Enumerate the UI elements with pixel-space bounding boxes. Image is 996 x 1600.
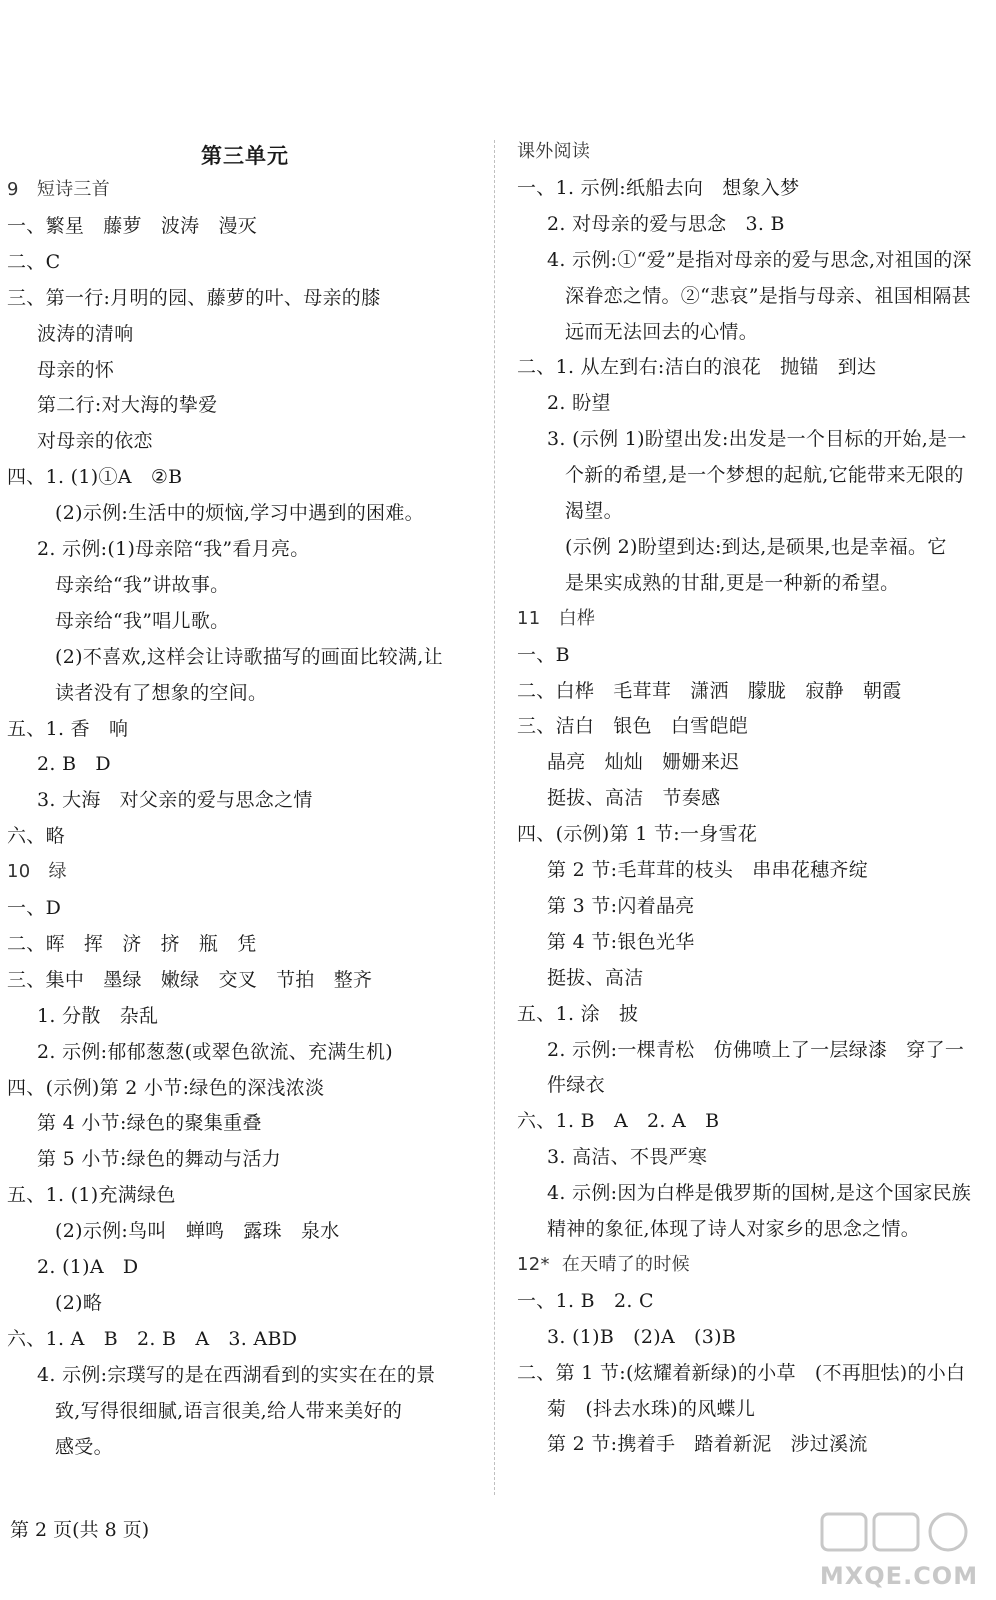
svg-text:MXQE.COM: MXQE.COM (819, 1562, 979, 1590)
answer-line: 一、1. 示例:纸船去向 想象入梦 (517, 176, 800, 199)
answer-line: 二、第 1 节:(炫耀着新绿)的小草 (不再胆怯)的小白 (517, 1361, 966, 1384)
answer-line: 第 2 节:携着手 踏着新泥 涉过溪流 (547, 1433, 868, 1456)
answer-line: 四、(示例)第 2 小节:绿色的深浅浓淡 (7, 1076, 325, 1099)
answer-line: 致,写得很细腻,语言很美,给人带来美好的 (55, 1399, 403, 1422)
answer-line: 感受。 (55, 1435, 113, 1458)
unit-title: 第三单元 (201, 144, 289, 168)
section-heading: 12* 在天晴了的时候 (517, 1253, 690, 1275)
answer-line: 菊 (抖去水珠)的风蝶儿 (547, 1397, 756, 1420)
section-heading: 课外阅读 (517, 141, 591, 162)
answer-line: 一、繁星 藤萝 波涛 漫灭 (7, 214, 258, 237)
answer-line: 2. 示例:郁郁葱葱(或翠色欲流、充满生机) (37, 1040, 393, 1063)
answer-line: 第二行:对大海的挚爱 (37, 394, 218, 417)
answer-line: 二、C (7, 250, 61, 273)
answer-line: 二、白桦 毛茸茸 潇洒 朦胧 寂静 朝霞 (517, 679, 902, 702)
answer-line: 对母亲的依恋 (37, 430, 153, 453)
answer-line: (2)不喜欢,这样会让诗歌描写的画面比较满,让 (55, 645, 443, 668)
answer-line: 波涛的清响 (37, 322, 134, 345)
answer-line: 四、(示例)第 1 节:一身雪花 (517, 823, 758, 846)
answer-line: 三、集中 墨绿 嫩绿 交叉 节拍 整齐 (7, 968, 373, 991)
watermark-logo (814, 1508, 984, 1594)
answer-line: 2. B D (37, 753, 111, 776)
answer-line: 3. 大海 对父亲的爱与思念之情 (37, 789, 313, 812)
answer-line: 第 5 小节:绿色的舞动与活力 (37, 1148, 282, 1171)
section-heading: 9 短诗三首 (7, 179, 111, 200)
answer-line: 件绿衣 (547, 1074, 605, 1097)
answer-line: 3. (1)B (2)A (3)B (547, 1325, 737, 1348)
answer-line: 一、D (7, 897, 62, 919)
answer-line: 2. 示例:一棵青松 仿佛喷上了一层绿漆 穿了一 (547, 1038, 965, 1061)
section-heading: 10 绿 (7, 861, 67, 883)
answer-line: 2. 对母亲的爱与思念 3. B (547, 212, 785, 235)
answer-line: 二、晖 挥 济 挤 瓶 凭 (7, 932, 257, 955)
answer-line: 六、略 (7, 825, 65, 848)
answer-line: 二、1. 从左到右:洁白的浪花 抛锚 到达 (517, 356, 877, 379)
column-divider (494, 140, 495, 1495)
answer-line: 2. 盼望 (547, 392, 611, 415)
answer-line: 六、1. A B 2. B A 3. ABD (7, 1327, 298, 1350)
answer-line: 四、1. (1)①A ②B (7, 466, 183, 489)
answer-line: 4. 示例:因为白桦是俄罗斯的国树,是这个国家民族 (547, 1182, 972, 1205)
answer-line: 第 2 节:毛茸茸的枝头 串串花穗齐绽 (547, 859, 868, 881)
answer-line: 个新的希望,是一个梦想的起航,它能带来无限的 (565, 464, 964, 487)
page-footer: 第 2 页(共 8 页) (10, 1519, 150, 1541)
answer-line: 3. (示例 1)盼望出发:出发是一个目标的开始,是一 (547, 428, 967, 451)
answer-line: 是果实成熟的甘甜,更是一种新的希望。 (565, 571, 900, 594)
answer-line: (2)略 (55, 1291, 103, 1314)
answer-line: 挺拔、高洁 节奏感 (547, 787, 721, 810)
answer-line: 4. 示例:宗璞写的是在西湖看到的实实在在的景 (37, 1363, 436, 1386)
answer-line: 五、1. (1)充满绿色 (7, 1184, 176, 1207)
answer-line: (2)示例:生活中的烦恼,学习中遇到的困难。 (55, 502, 424, 525)
answer-line: 挺拔、高洁 (547, 966, 644, 989)
answer-line: 渴望。 (565, 500, 623, 522)
answer-line: 第 4 节:银色光华 (547, 930, 695, 953)
answer-line: 3. 高洁、不畏严寒 (547, 1146, 708, 1169)
answer-line: 第 4 小节:绿色的聚集重叠 (37, 1112, 262, 1135)
answer-line: 读者没有了想象的空间。 (55, 681, 268, 704)
answer-line: 第 3 节:闪着晶亮 (547, 894, 695, 917)
answer-line: 一、1. B 2. C (517, 1289, 654, 1312)
answer-line: (2)示例:鸟叫 蝉鸣 露珠 泉水 (55, 1220, 340, 1243)
answer-line: 三、第一行:月明的园、藤萝的叶、母亲的膝 (7, 286, 381, 309)
answer-line: 2. 示例:(1)母亲陪“我”看月亮。 (37, 538, 310, 560)
answer-line: 远而无法回去的心情。 (565, 320, 759, 343)
answer-line: 深眷恋之情。②“悲哀”是指与母亲、祖国相隔甚 (565, 284, 972, 307)
answer-line: 五、1. 香 响 (7, 717, 129, 740)
answer-line: 一、B (517, 643, 570, 666)
answer-line: 晶亮 灿灿 姗姗来迟 (547, 751, 740, 774)
section-heading: 11 白桦 (517, 607, 596, 629)
answer-line: (示例 2)盼望到达:到达,是硕果,也是幸福。它 (565, 535, 947, 558)
answer-line: 六、1. B A 2. A B (517, 1110, 720, 1133)
answer-line: 1. 分散 杂乱 (37, 1004, 159, 1027)
answer-line: 五、1. 涂 披 (517, 1002, 639, 1025)
answer-line: 三、洁白 银色 白雪皑皑 (517, 715, 749, 738)
answer-line: 4. 示例:①“爱”是指对母亲的爱与思念,对祖国的深 (547, 248, 972, 271)
answer-line: 2. (1)A D (37, 1256, 139, 1278)
answer-line: 母亲给“我”唱儿歌。 (55, 609, 230, 632)
answer-line: 母亲的怀 (37, 358, 115, 381)
answer-line: 精神的象征,体现了诗人对家乡的思念之情。 (547, 1218, 921, 1240)
answer-line: 母亲给“我”讲故事。 (55, 573, 230, 596)
